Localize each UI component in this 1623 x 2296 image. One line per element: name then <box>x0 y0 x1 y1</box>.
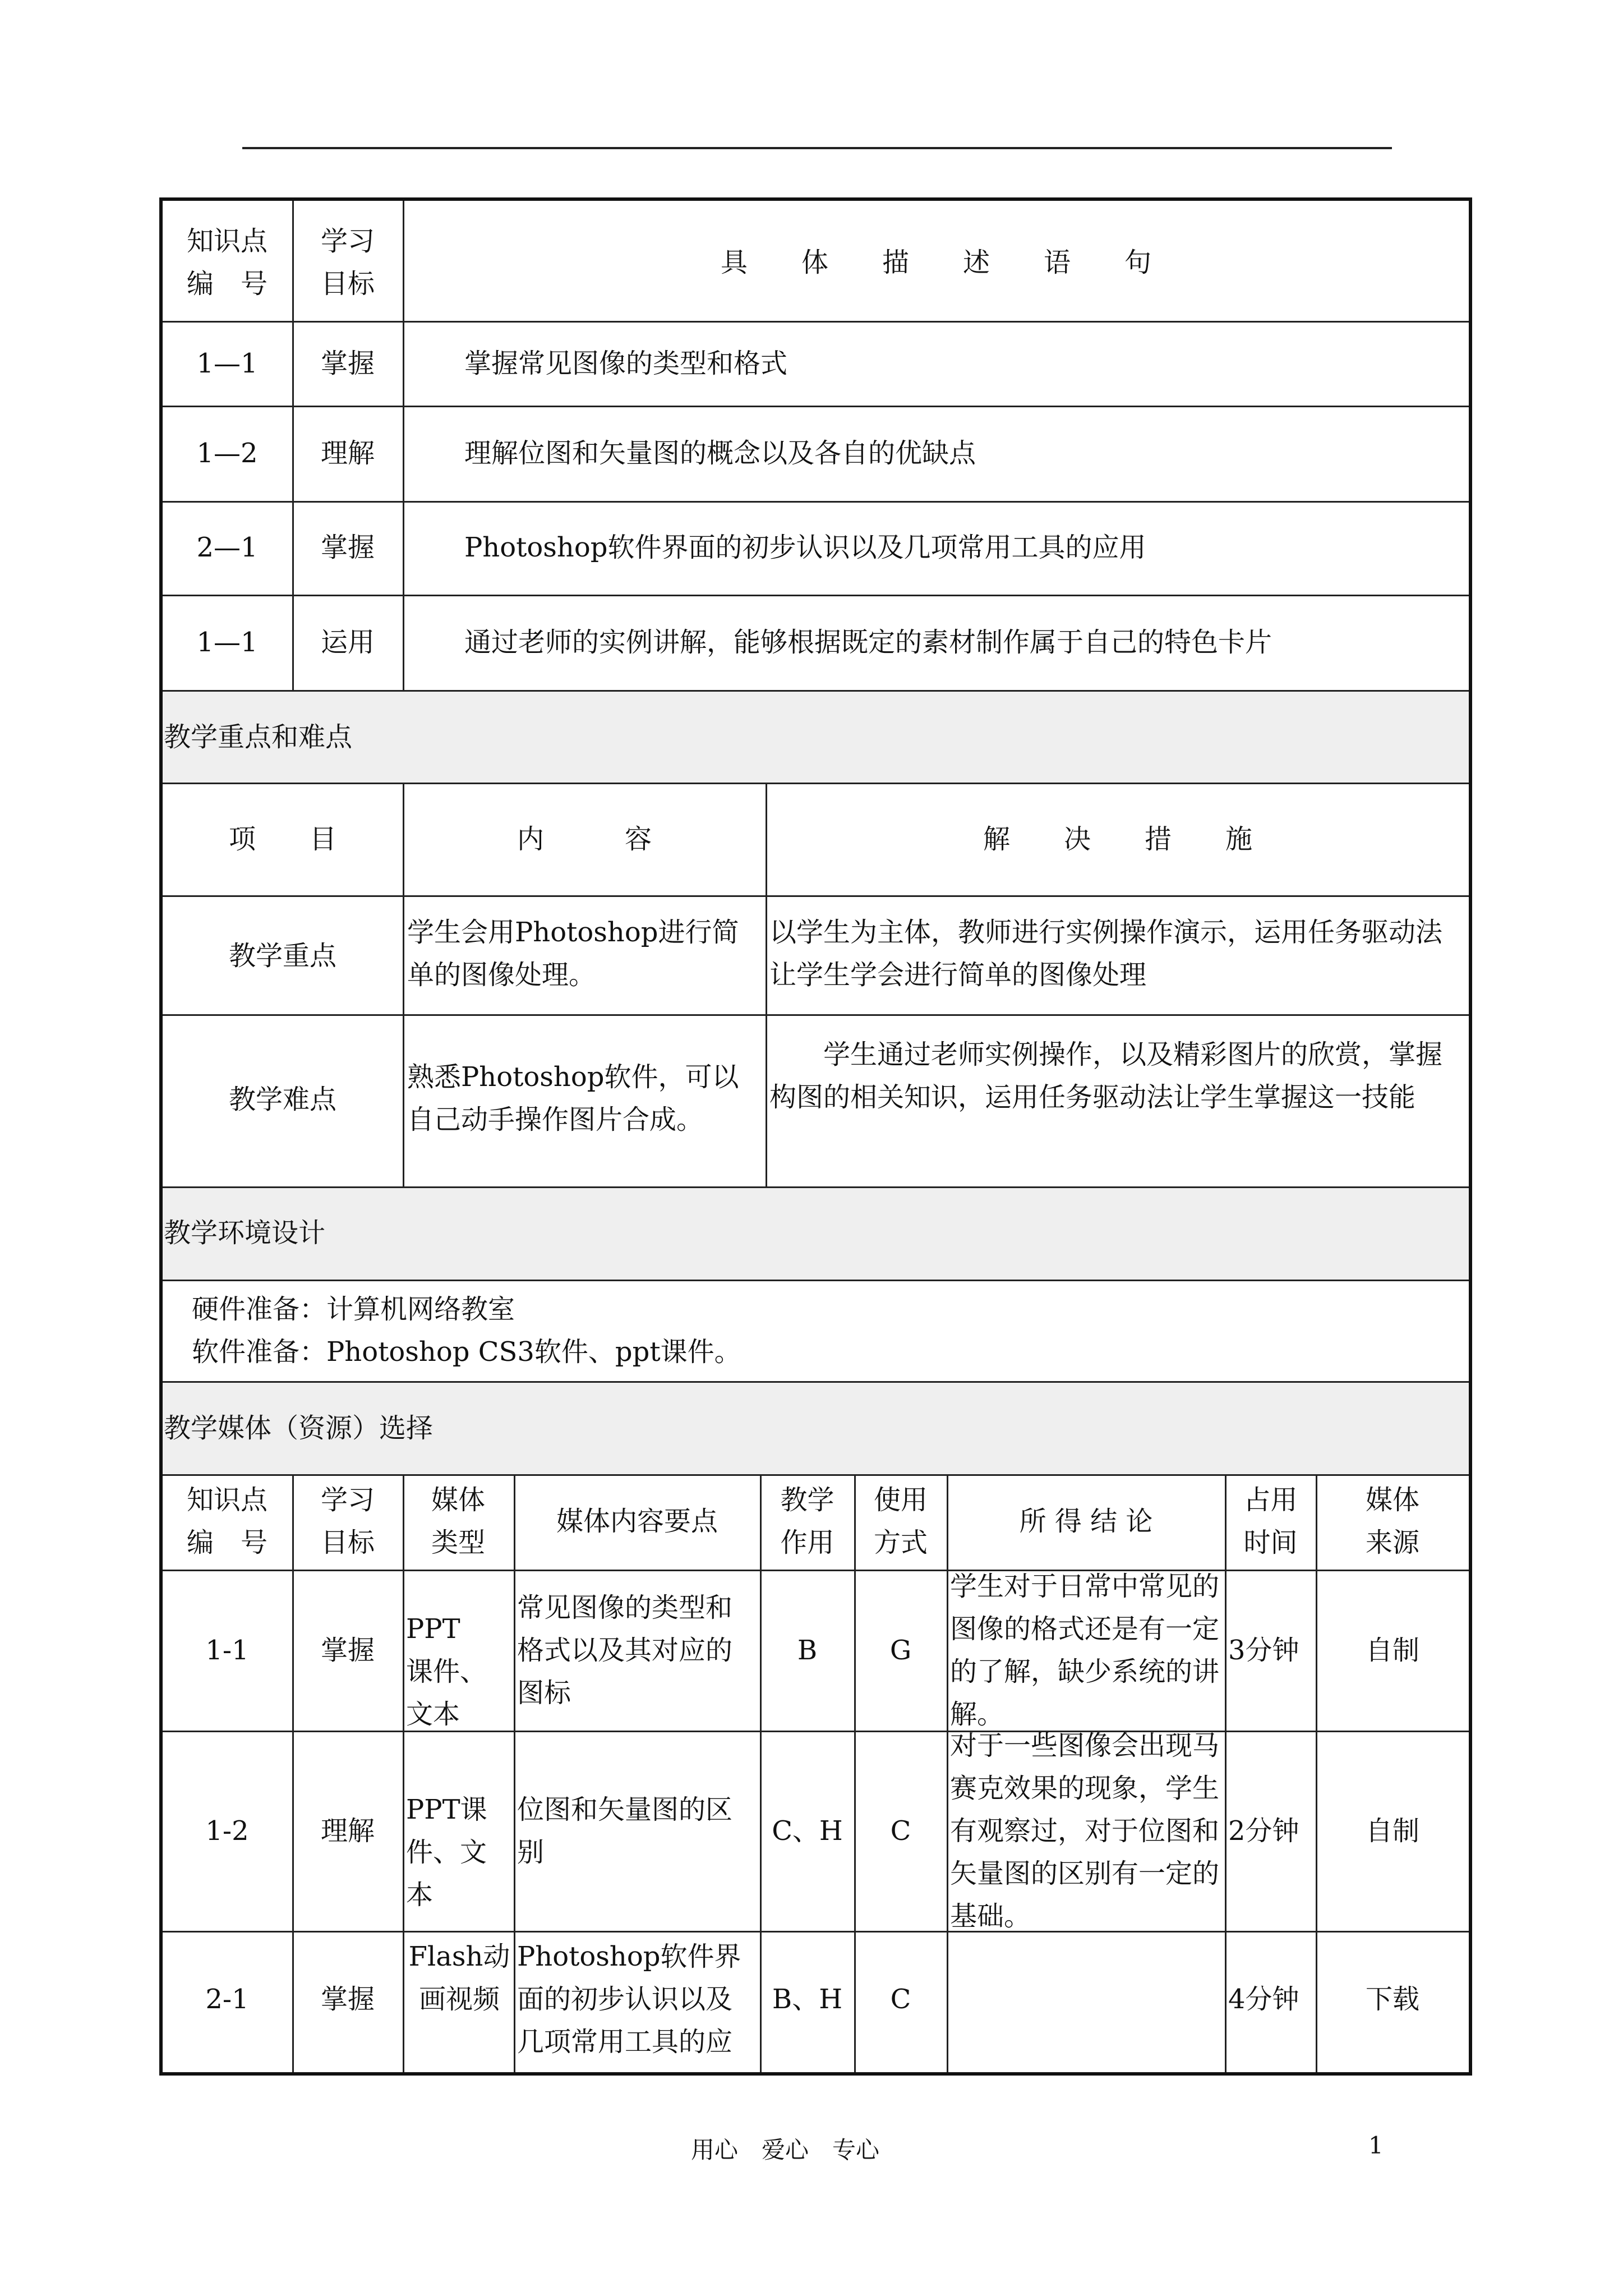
objective-goal: 掌握 <box>320 532 375 563</box>
media-result: 对于一些图像会出现马赛克效果的现象，学生有观察过，对于位图和矢量图的区别有一定的基础。 <box>950 1730 1220 1932</box>
media-goal: 掌握 <box>320 1635 375 1666</box>
media-source: 自制 <box>1365 1635 1419 1666</box>
media-source: 自制 <box>1365 1815 1419 1847</box>
media-role: B <box>797 1635 818 1666</box>
header-solution: 解 决 措 施 <box>983 823 1252 855</box>
media-time: 3分钟 <box>1228 1635 1299 1666</box>
footer-motto: 用心 爱心 专心 <box>691 2136 880 2164</box>
section-title-media: 教学媒体（资源）选择 <box>164 1412 434 1444</box>
media-header-type: 媒体 类型 <box>431 1484 485 1558</box>
media-role: C、H <box>772 1815 843 1847</box>
media-goal: 掌握 <box>320 1984 375 2015</box>
media-header-result: 所 得 结 论 <box>1019 1506 1153 1537</box>
media-header-points: 媒体内容要点 <box>556 1506 718 1537</box>
media-header-usage: 使用 方式 <box>873 1484 928 1558</box>
objective-goal: 理解 <box>320 438 375 469</box>
objective-desc: Photoshop软件界面的初步认识以及几项常用工具的应用 <box>464 532 1146 563</box>
media-type: PPT 课件、文本 <box>406 1613 487 1730</box>
media-id: 2-1 <box>205 1984 249 2015</box>
media-usage: C <box>890 1815 911 1847</box>
section-title-environment: 教学环境设计 <box>164 1217 326 1249</box>
key-point-item: 教学难点 <box>228 1084 336 1115</box>
media-time: 2分钟 <box>1228 1815 1299 1847</box>
media-usage: G <box>889 1635 912 1666</box>
key-point-item: 教学重点 <box>228 940 336 972</box>
media-id: 1-2 <box>205 1815 249 1847</box>
objective-goal: 运用 <box>320 627 375 658</box>
key-point-content: 熟悉Photoshop软件，可以自己动手操作图片合成。 <box>407 1061 739 1135</box>
key-point-solution: 以学生为主体，教师进行实例操作演示，运用任务驱动法让学生学会进行简单的图像处理 <box>769 917 1443 991</box>
header-item: 项 目 <box>228 823 336 855</box>
media-type: Flash动画视频 <box>408 1941 510 2015</box>
hardware-line: 硬件准备：计算机网络教室 <box>192 1294 515 1325</box>
key-point-content: 学生会用Photoshop进行简单的图像处理。 <box>407 917 739 991</box>
header-description: 具 体 描 述 语 句 <box>720 247 1151 278</box>
section-bar-environment <box>163 1188 1469 1280</box>
section-title-key-points: 教学重点和难点 <box>164 721 353 753</box>
media-header-goal: 学习 目标 <box>320 1484 375 1558</box>
media-usage: C <box>890 1984 911 2015</box>
software-line: 软件准备：Photoshop CS3软件、ppt课件。 <box>192 1336 741 1368</box>
objective-id: 1—2 <box>196 438 258 469</box>
header-rule <box>242 147 1392 149</box>
objective-id: 2—1 <box>196 532 258 563</box>
objective-desc: 掌握常见图像的类型和格式 <box>464 348 788 379</box>
objective-desc: 通过老师的实例讲解，能够根据既定的素材制作属于自己的特色卡片 <box>464 627 1272 658</box>
media-header-id: 知识点 编 号 <box>186 1484 268 1558</box>
objective-goal: 掌握 <box>320 348 375 379</box>
objective-desc: 理解位图和矢量图的概念以及各自的优缺点 <box>464 438 976 469</box>
media-id: 1-1 <box>205 1635 249 1666</box>
media-header-source: 媒体 来源 <box>1365 1484 1419 1558</box>
media-source: 下载 <box>1365 1984 1419 2015</box>
media-header-role: 教学 作用 <box>780 1484 834 1558</box>
media-header-time: 占用 时间 <box>1243 1484 1298 1558</box>
media-points: 位图和矢量图的区别 <box>517 1794 733 1868</box>
header-learning-goal: 学习 目标 <box>320 226 375 300</box>
media-role: B、H <box>772 1984 843 2015</box>
media-points: Photoshop软件界面的初步认识以及几项常用工具的应 <box>517 1941 741 2058</box>
main-table <box>159 197 1472 2076</box>
objective-id: 1—1 <box>196 348 258 379</box>
objective-id: 1—1 <box>196 627 258 658</box>
key-point-solution: 学生通过老师实例操作，以及精彩图片的欣赏，掌握构图的相关知识，运用任务驱动法让学生掌握这一技能 <box>769 1039 1443 1113</box>
media-points: 常见图像的类型和格式以及其对应的图标 <box>517 1592 733 1709</box>
header-knowledge-id: 知识点 编 号 <box>186 226 268 300</box>
header-content: 内 容 <box>517 823 652 855</box>
media-type: PPT课件、文本 <box>406 1794 487 1911</box>
media-time: 4分钟 <box>1228 1984 1299 2015</box>
media-goal: 理解 <box>320 1815 375 1847</box>
media-result: 学生对于日常中常见的图像的格式还是有一定的了解，缺少系统的讲解。 <box>950 1571 1220 1730</box>
page-number: 1 <box>1368 2132 1384 2159</box>
section-bar-key-points <box>163 690 1469 783</box>
